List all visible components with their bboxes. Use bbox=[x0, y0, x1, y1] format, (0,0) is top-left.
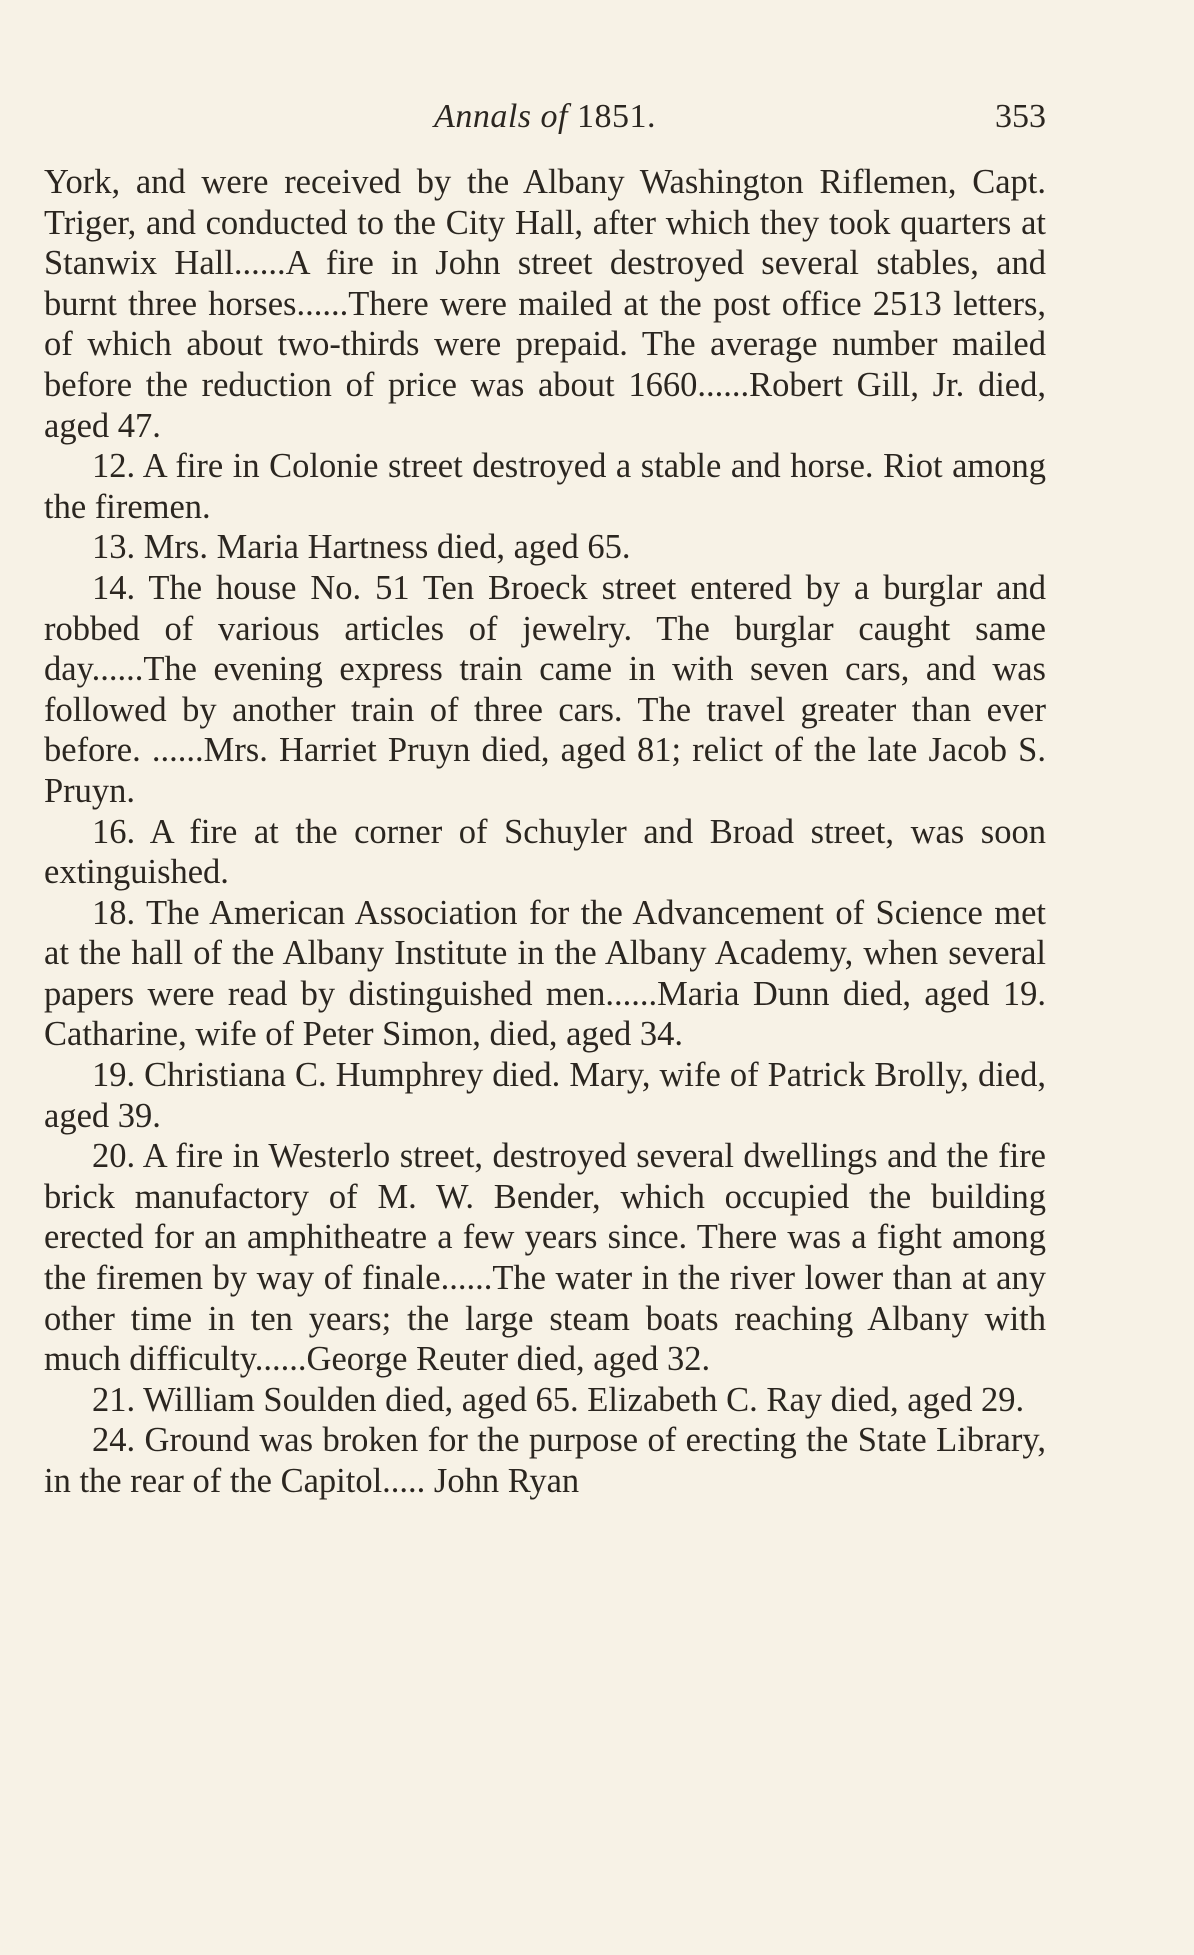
running-title-year: 1851. bbox=[576, 98, 656, 135]
paragraph-continuation: York, and were received by the Albany Washington Riflemen, Capt. Triger, and conducted to the City Hall, after which they took quarters at Stanwix Hall......A fire in John street destroyed several stables, and burnt three horses......There were mailed at the post office 2513 letters, of which about two-thirds were prepaid. The average number mailed before the reduction of price was about 1660......Robert Gill, Jr. died, aged 47. bbox=[44, 163, 1046, 445]
entry-paragraph: 21. William Soulden died, aged 65. Elizabeth C. Ray died, aged 29. bbox=[92, 1380, 1025, 1419]
body-text bbox=[44, 162, 1046, 1502]
running-title-italic: Annals of bbox=[434, 98, 568, 135]
entry-paragraph: 14. The house No. 51 Ten Broeck street entered by a burglar and robbed of various articles of jewelry. The burglar caught same day......The evening express train came in with seven cars, and was followed by another train of three cars. The travel greater than ever before. ......Mrs. Harriet Pruyn died, aged 81; relict of the late Jacob S. Pruyn. bbox=[44, 568, 1046, 810]
entry-paragraph: 20. A fire in Westerlo street, destroyed several dwellings and the fire brick manufactory of M. W. Bender, which occupied the building erected for an amphitheatre a few years since. There was a fight among the firemen by way of finale......The water in the river lower than at any other time in ten years; the large steam boats reaching Albany with much difficulty......George Reuter died, aged 32. bbox=[44, 1137, 1046, 1379]
running-head bbox=[44, 92, 1046, 142]
page-number: 353 bbox=[995, 98, 1046, 135]
entry-paragraph: 13. Mrs. Maria Hartness died, aged 65. bbox=[92, 528, 631, 567]
running-title bbox=[44, 92, 1046, 142]
entry-paragraph: 18. The American Association for the Advancement of Science met at the hall of the Albany Institute in the Albany Academy, when several papers were read by distinguished men......Maria Dunn died, aged 19. Catharine, wife of Peter Simon, died, aged 34. bbox=[44, 893, 1046, 1054]
entry-paragraph: 24. Ground was broken for the purpose of erecting the State Library, in the rear of the Capitol..... John Ryan bbox=[44, 1421, 1046, 1500]
entry-paragraph: 19. Christiana C. Humphrey died. Mary, wife of Patrick Brolly, died, aged 39. bbox=[44, 1056, 1046, 1135]
entry-paragraph: 12. A fire in Colonie street destroyed a stable and horse. Riot among the firemen. bbox=[44, 447, 1046, 526]
entry-paragraph: 16. A fire at the corner of Schuyler and Broad street, was soon extinguished. bbox=[44, 812, 1046, 892]
